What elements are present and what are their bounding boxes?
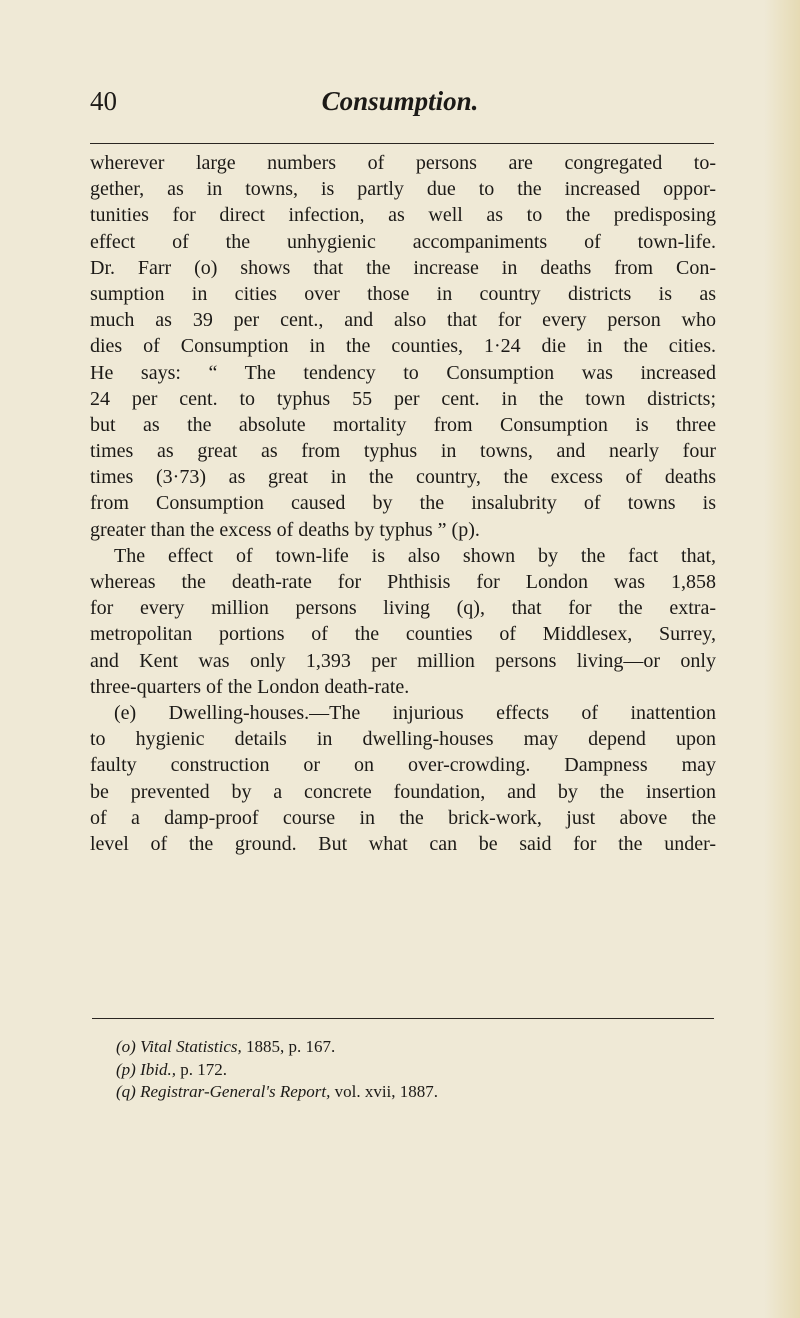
page-header xyxy=(90,86,710,126)
footnote-detail: vol. xvii, 1887. xyxy=(330,1082,439,1101)
text-line: The effect of town-life is also shown by the fact that, xyxy=(114,544,716,567)
footnote-source: Registrar-General's Report, xyxy=(140,1082,331,1101)
footnotes xyxy=(116,1036,696,1104)
text-line: (e) Dwelling-houses.—The injurious effects of inattention xyxy=(114,701,716,724)
text-line: sumption in cities over those in country districts is as xyxy=(90,282,716,305)
text-line: Dr. Farr (o) shows that the increase in deaths from Con- xyxy=(90,256,716,279)
text-line: greater than the excess of deaths by typhus ” (p). xyxy=(90,518,480,541)
page-edge-shading xyxy=(764,0,800,1318)
text-line: for every million persons living (q), that for the extra- xyxy=(90,597,716,620)
text-line: tunities for direct infection, as well as to the predisposing xyxy=(90,204,716,227)
text-line: of a damp-proof course in the brick-work, just above the xyxy=(90,806,716,829)
footnote-detail: 1885, p. 167. xyxy=(241,1037,336,1056)
text-line: faulty construction or on over-crowding. Dampness may xyxy=(90,754,716,777)
text-line: times as great as from typhus in towns, and nearly four xyxy=(90,440,716,463)
footnote-detail: p. 172. xyxy=(175,1059,227,1079)
text-line: and Kent was only 1,393 per million persons living—or only xyxy=(90,649,716,672)
header-rule xyxy=(90,143,714,144)
footnote-mark: (q) xyxy=(116,1082,136,1101)
footnote-mark: (p) xyxy=(116,1059,136,1079)
running-title: Consumption. xyxy=(321,86,479,116)
footnote-source: Ibid., xyxy=(140,1059,176,1079)
footnote-source: Vital Statistics, xyxy=(140,1037,242,1056)
footnote-rule xyxy=(92,1018,714,1019)
text-line: much as 39 per cent., and also that for every person who xyxy=(90,309,716,332)
text-line: be prevented by a concrete foundation, and by the insertion xyxy=(90,780,716,803)
page-number: 40 xyxy=(90,86,117,116)
text-line: 24 per cent. to typhus 55 per cent. in the town districts; xyxy=(90,387,716,410)
text-line: dies of Consumption in the counties, 1·24 die in the cities. xyxy=(90,335,716,358)
text-line: whereas the death-rate for Phthisis for London was 1,858 xyxy=(90,571,716,593)
text-line: level of the ground. But what can be said for the under- xyxy=(90,832,716,855)
footnote xyxy=(116,1036,696,1059)
text-line: metropolitan portions of the counties of Middlesex, Surrey, xyxy=(90,623,716,646)
text-line: gether, as in towns, is partly due to the increased oppor- xyxy=(90,178,716,201)
text-line: from Consumption caused by the insalubrity of towns is xyxy=(90,492,716,515)
text-line: wherever large numbers of persons are congregated to- xyxy=(90,152,716,174)
footnote xyxy=(116,1081,696,1104)
footnote-mark: (o) xyxy=(116,1037,136,1056)
body-text xyxy=(90,150,716,857)
text-line: times (3·73) as great in the country, the excess of deaths xyxy=(90,466,716,489)
text-line: effect of the unhygienic accompaniments of town-life. xyxy=(90,230,716,253)
text-line: three-quarters of the London death-rate. xyxy=(90,675,410,698)
text-line: to hygienic details in dwelling-houses may depend upon xyxy=(90,728,716,751)
text-line: He says: “ The tendency to Consumption was increased xyxy=(90,361,716,384)
text-line: but as the absolute mortality from Consumption is three xyxy=(90,413,716,436)
footnote xyxy=(116,1059,696,1082)
